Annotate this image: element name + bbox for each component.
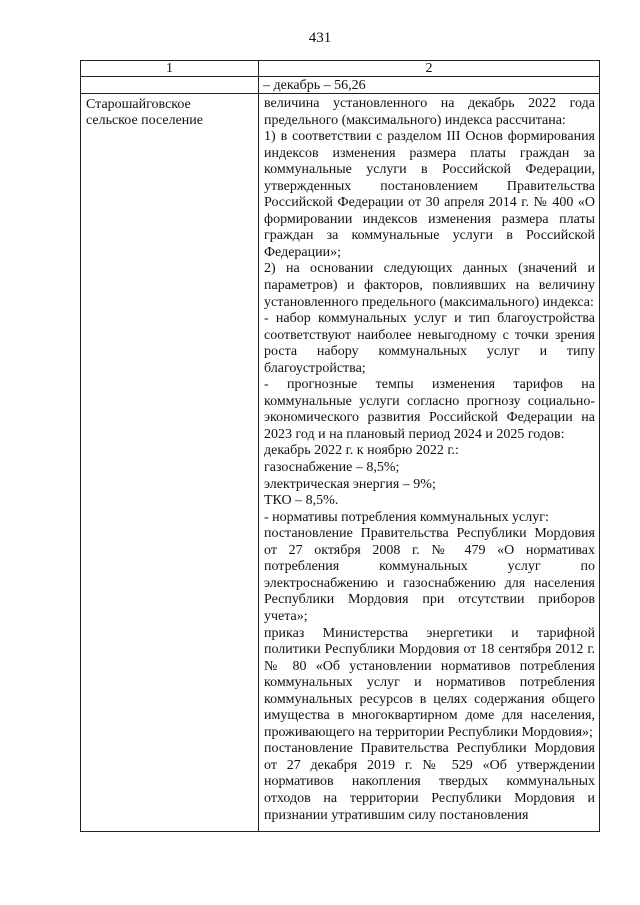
region-name-line-2: сельское поселение xyxy=(86,113,203,128)
paragraph: величина установленного на декабрь 2022 года предельного (максимального) индекса рассчитана: xyxy=(264,96,595,128)
paragraph: - набор коммунальных услуг и тип благоустройства соответствуют наиболее невыгодному с точки зрения роста набору коммунальных услуг и типу благоустройства; xyxy=(264,311,595,376)
paragraph: приказ Министерства энергетики и тарифной политики Республики Мордовия от 18 сентября 2012 г. № 80 «Об установлении нормативов потребления коммунальных услуг и нормативов потребления коммунальных ресурсов в целях содержания общего имущества в многоквартирном доме для населения, проживающего на территории Республики Мордовия»; xyxy=(264,625,595,740)
description-body xyxy=(259,94,599,824)
table-header-row xyxy=(81,61,600,77)
document-table xyxy=(80,60,600,832)
description-cell xyxy=(259,94,600,832)
continuation-text: – декабрь – 56,26 xyxy=(263,78,366,93)
paragraph: электрическая энергия – 9%; xyxy=(264,476,436,492)
paragraph: газоснабжение – 8,5%; xyxy=(264,460,400,476)
region-cell xyxy=(81,94,259,832)
paragraph: декабрь 2022 г. к ноябрю 2022 г.: xyxy=(264,443,459,459)
paragraph: - нормативы потребления коммунальных услуг: xyxy=(264,509,549,525)
region-name xyxy=(81,94,258,129)
continuation-cell xyxy=(259,77,600,94)
paragraph: - прогнозные темпы изменения тарифов на коммунальные услуги согласно прогнозу социально-экономического развития Российской Федерации на 2023 год и на плановый период 2024 и 2025 годов: xyxy=(264,377,595,442)
paragraph: 1) в соответствии с разделом III Основ формирования индексов изменения размера платы граждан за коммунальные услуги в Российской Федерации, утвержденных постановлением Правительства Российской Федерации от 30 апреля 2014 г. № 400 «О формировании индексов изменения размера платы граждан за коммунальные услуги в Российской Федерации»; xyxy=(264,129,595,260)
column-header-1: 1 xyxy=(81,61,259,77)
continuation-row xyxy=(81,77,600,94)
page-number: 431 xyxy=(308,30,332,46)
continuation-empty-cell xyxy=(81,77,259,94)
paragraph: ТКО – 8,5%. xyxy=(264,493,339,509)
paragraph: постановление Правительства Республики Мордовия от 27 декабря 2019 г. № 529 «Об утверждении нормативов накопления твердых коммунальных отходов на территории Республики Мордовия и признании утратившим силу постановления xyxy=(264,741,595,823)
column-header-2: 2 xyxy=(259,61,600,77)
paragraph: 2) на основании следующих данных (значений и параметров) и факторов, повлиявших на величину установленного предельного (максимального) индекса: xyxy=(264,261,595,310)
table-row xyxy=(81,94,600,832)
paragraph: постановление Правительства Республики Мордовия от 27 октября 2008 г. № 479 «О нормативах потребления коммунальных услуг по электроснабжению и газоснабжению для населения Республики Мордовия при отсутствии приборов учета»; xyxy=(264,526,595,624)
region-name-line-1: Старошайговское xyxy=(86,97,191,112)
